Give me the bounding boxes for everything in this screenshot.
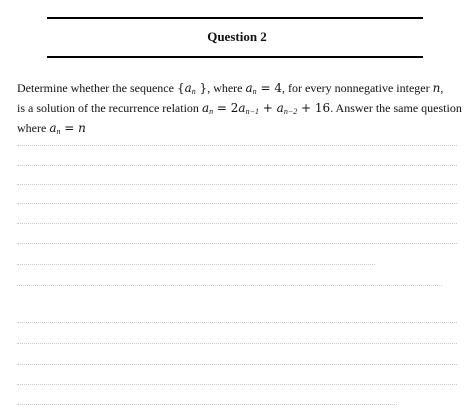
answer-line-1[interactable] — [17, 145, 457, 146]
answer-line-7[interactable] — [17, 264, 375, 265]
answer-line-11[interactable] — [17, 364, 457, 365]
answer-line-12[interactable] — [17, 384, 457, 385]
answer-line-8[interactable] — [17, 285, 442, 286]
answer-line-4[interactable] — [17, 203, 457, 204]
question-text — [17, 78, 467, 138]
question-line-3: where $a_n = n$ — [17, 121, 86, 136]
answer-line-2[interactable] — [17, 165, 457, 166]
answer-line-3[interactable] — [17, 184, 457, 185]
answer-line-6[interactable] — [17, 243, 457, 244]
answer-line-9[interactable] — [17, 322, 457, 323]
bottom-rule — [47, 56, 423, 58]
question-line-1: Determine whether the sequence {$a_n$ }, where $a_n = 4$, for every nonnegative integer n, — [17, 81, 444, 96]
question-line-2: is a solution of the recurrence relation $a_n = 2a_{n-1} + a_{n-2} + 16$. Answer the same question — [17, 101, 462, 116]
answer-line-5[interactable] — [17, 223, 457, 224]
question-heading: Question 2 — [207, 29, 267, 44]
answer-line-10[interactable] — [17, 343, 457, 344]
top-rule — [47, 17, 423, 19]
answer-line-13[interactable] — [17, 404, 397, 405]
